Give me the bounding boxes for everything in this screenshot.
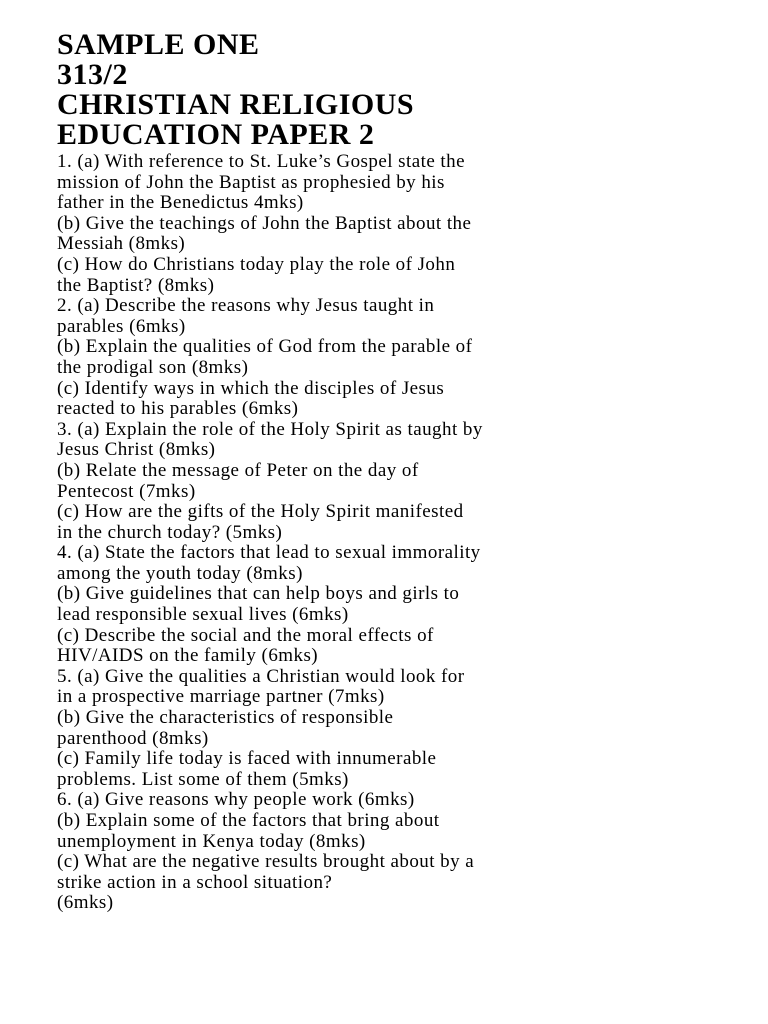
question-line: 1. (a) With reference to St. Luke’s Gospel state the	[57, 151, 465, 172]
question-line: in the church today? (5mks)	[57, 521, 283, 543]
question-line: (c) How are the gifts of the Holy Spirit manifested	[57, 501, 464, 523]
question-line: (b) Relate the message of Peter on the day of	[57, 459, 419, 481]
question-line: 4. (a) State the factors that lead to sexual immorality	[57, 542, 481, 564]
question-list	[57, 152, 757, 914]
title-line: CHRISTIAN RELIGIOUS	[57, 88, 415, 121]
question-line: (b) Give the teachings of John the Baptist about the	[57, 212, 472, 234]
question-line: in a prospective marriage partner (7mks)	[57, 686, 385, 708]
question-line: (6mks)	[57, 892, 114, 914]
question-line: the prodigal son (8mks)	[57, 356, 249, 378]
question-line: (c) Family life today is faced with innumerable	[57, 748, 437, 770]
document-page	[57, 30, 757, 914]
question-line: (b) Explain the qualities of God from the parable of	[57, 336, 473, 358]
question-line: parenthood (8mks)	[57, 727, 209, 749]
question-line: reacted to his parables (6mks)	[57, 398, 299, 420]
question-line: unemployment in Kenya today (8mks)	[57, 830, 366, 852]
question-line: parables (6mks)	[57, 315, 186, 337]
question-line: (b) Give guidelines that can help boys and girls to	[57, 583, 460, 605]
question-line: among the youth today (8mks)	[57, 562, 303, 584]
question-line: (c) How do Christians today play the role of John	[57, 253, 456, 275]
document-title	[57, 30, 757, 150]
question-line: 2. (a) Describe the reasons why Jesus taught in	[57, 295, 435, 317]
title-line: SAMPLE ONE	[57, 28, 260, 61]
question-line: (c) Describe the social and the moral effects of	[57, 624, 434, 646]
question-line: 3. (a) Explain the role of the Holy Spirit as taught by	[57, 418, 483, 440]
question-line: father in the Benedictus 4mks)	[57, 192, 304, 214]
question-line: lead responsible sexual lives (6mks)	[57, 604, 349, 626]
question-line: Jesus Christ (8mks)	[57, 439, 216, 461]
question-line: (b) Explain some of the factors that bring about	[57, 810, 440, 831]
title-line: EDUCATION PAPER 2	[57, 118, 375, 151]
title-line: 313/2	[57, 58, 128, 91]
question-line: strike action in a school situation?	[57, 871, 333, 893]
question-line: HIV/AIDS on the family (6mks)	[57, 645, 319, 667]
question-line: Messiah (8mks)	[57, 233, 186, 255]
question-line: mission of John the Baptist as prophesied by his	[57, 171, 445, 193]
question-line: Pentecost (7mks)	[57, 480, 196, 502]
question-line: (c) What are the negative results brought about by a	[57, 851, 475, 873]
question-line: 5. (a) Give the qualities a Christian would look for	[57, 665, 465, 687]
question-line: (c) Identify ways in which the disciples of Jesus	[57, 377, 445, 399]
question-line: (b) Give the characteristics of responsible	[57, 707, 394, 729]
question-line: the Baptist? (8mks)	[57, 274, 215, 296]
question-line: problems. List some of them (5mks)	[57, 768, 349, 790]
question-line: 6. (a) Give reasons why people work (6mks)	[57, 789, 415, 811]
